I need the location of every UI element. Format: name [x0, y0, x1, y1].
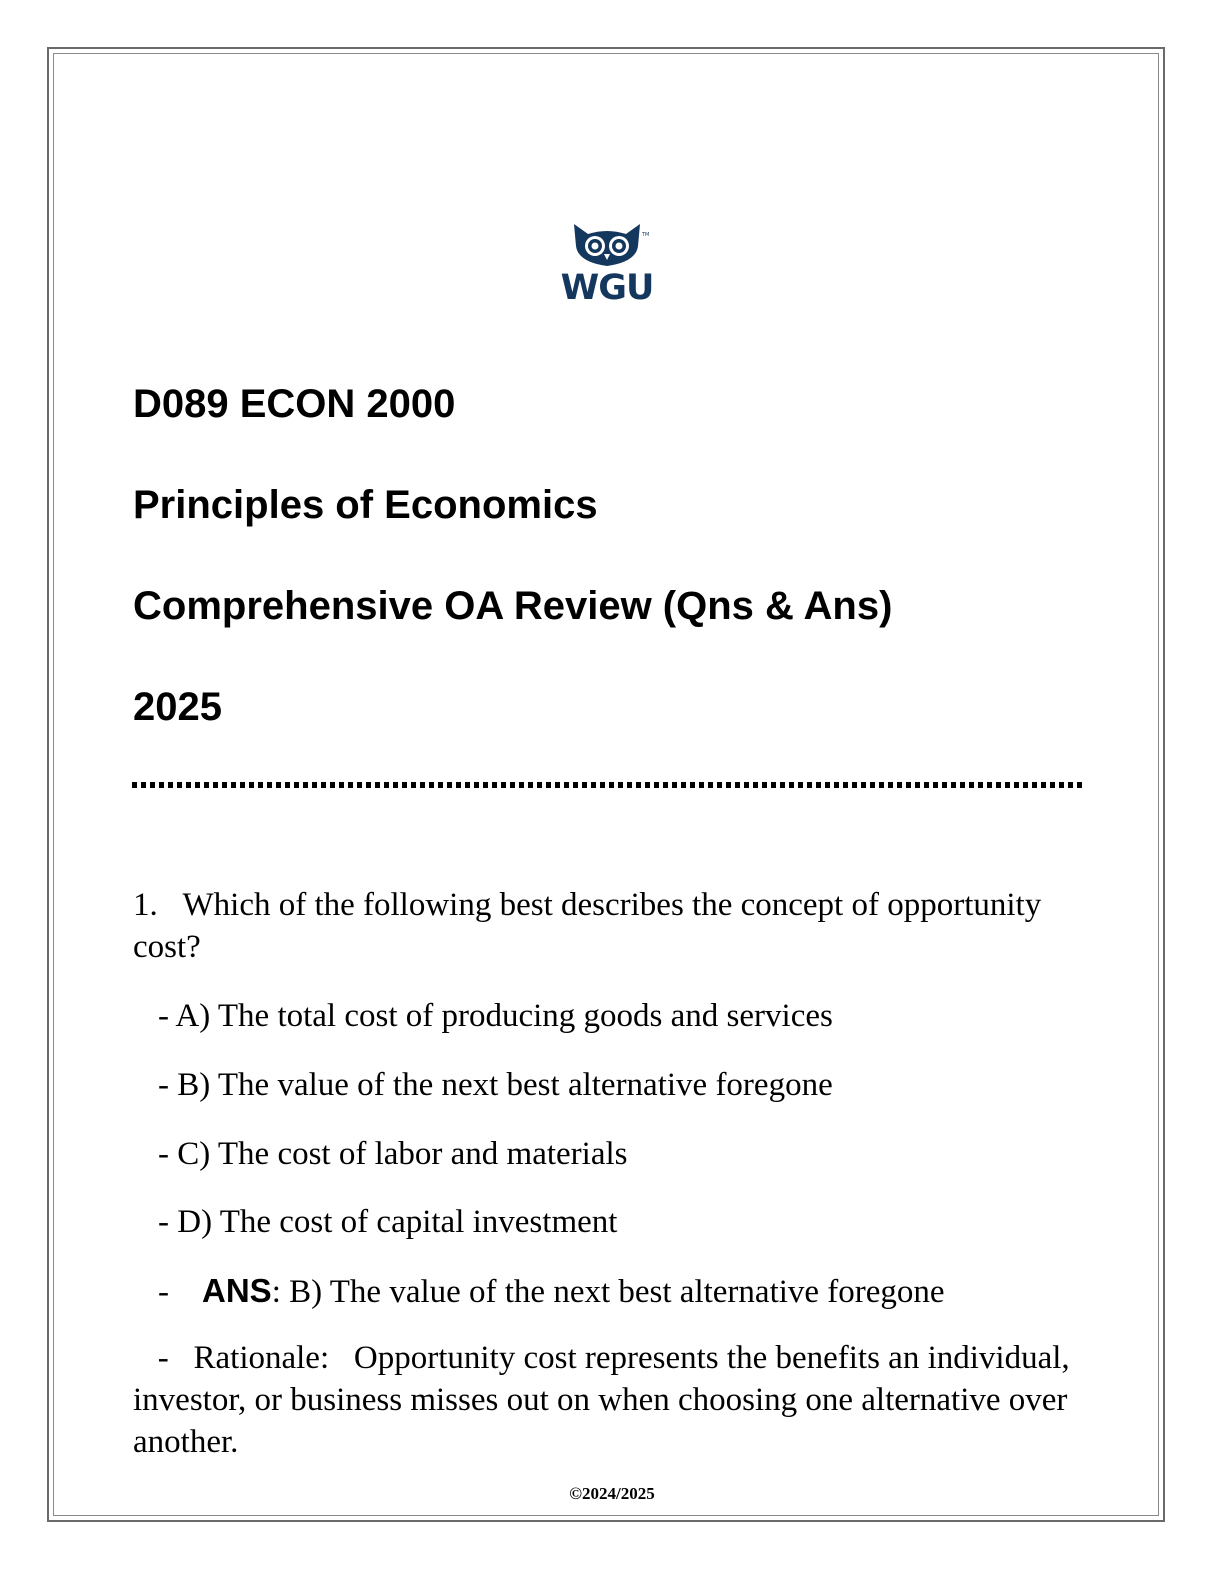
wgu-logo — [552, 218, 662, 310]
course-name: Principles of Economics — [133, 483, 598, 527]
question-text: Which of the following best describes the concept of opportunity cost? — [133, 887, 1042, 965]
answer-line — [158, 1270, 945, 1313]
year: 2025 — [133, 685, 222, 729]
option-a: - A) The total cost of producing goods and services — [158, 998, 833, 1034]
rationale — [133, 1337, 1093, 1463]
rationale-text: Opportunity cost represents the benefits an individual, investor, or business misses out on when choosing one alternative over another. — [133, 1340, 1070, 1460]
answer-dash: - — [158, 1274, 169, 1310]
option-c: - C) The cost of labor and materials — [158, 1136, 628, 1172]
footer-copyright: ©2024/2025 — [569, 1484, 655, 1503]
dotted-separator — [130, 780, 1085, 790]
rationale-dash: - — [157, 1340, 169, 1376]
answer-label: ANS — [202, 1272, 272, 1309]
option-b: - B) The value of the next best alternative foregone — [158, 1067, 833, 1103]
question-1 — [133, 884, 1093, 968]
owl-icon — [552, 218, 662, 268]
document-type: Comprehensive OA Review (Qns & Ans) — [133, 584, 893, 628]
svg-text:TM: TM — [642, 232, 650, 238]
course-code: D089 ECON 2000 — [133, 382, 456, 426]
question-number: 1. — [133, 887, 158, 923]
option-d: - D) The cost of capital investment — [158, 1204, 618, 1240]
rationale-label: Rationale: — [193, 1340, 330, 1376]
answer-text: : B) The value of the next best alternative foregone — [271, 1274, 945, 1310]
logo-text: WGU — [560, 268, 654, 308]
